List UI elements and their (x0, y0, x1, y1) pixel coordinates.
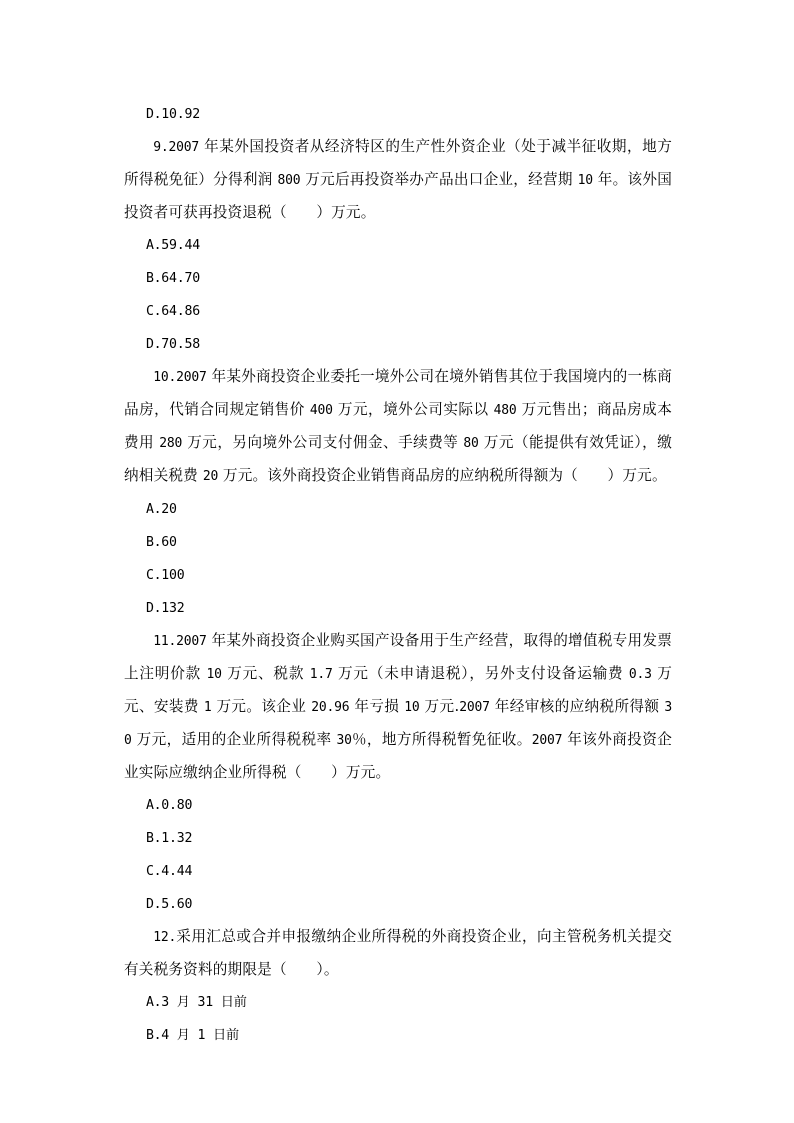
document-body (124, 98, 672, 1052)
option-label: D. (146, 897, 162, 912)
option-c-q11[interactable] (124, 855, 672, 888)
option-value: 70.58 (161, 337, 200, 352)
option-value: 1.32 (161, 831, 193, 846)
option-a-q12[interactable] (124, 986, 672, 1019)
option-label: A. (146, 502, 162, 517)
question-12: 12.采用汇总或合并申报缴纳企业所得税的外商投资企业，向主管税务机关提交有关税务资料的期限是（ ）。 (124, 928, 672, 978)
option-c-q9[interactable] (124, 295, 672, 328)
option-value: 100 (161, 568, 185, 583)
option-a-q9[interactable] (124, 229, 672, 262)
option-b-q11[interactable] (124, 822, 672, 855)
option-label: B. (146, 1028, 162, 1043)
option-label: B. (146, 831, 162, 846)
option-c-q10[interactable] (124, 559, 672, 592)
option-value: 60 (161, 535, 177, 550)
option-label: D. (146, 601, 162, 616)
option-a-q11[interactable] (124, 789, 672, 822)
option-value: 64.70 (161, 271, 200, 286)
option-label: A. (146, 238, 162, 253)
option-label: B. (146, 535, 162, 550)
option-label: D. (146, 337, 162, 352)
option-b-q10[interactable] (124, 526, 672, 559)
question-10: 10.2007 年某外商投资企业委托一境外公司在境外销售其位于我国境内的一栋商品房，代销合同规定销售价 400 万元，境外公司实际以 480 万元售出；商品房成本费用 280 万元，另向境外公司支付佣金、手续费等 80 万元（能提供有效凭证），缴纳相关税费 20 万元。该外商投资企业销售商品房的应纳税所得额为（ ）万元。 (124, 368, 673, 484)
option-value: 59.44 (161, 238, 200, 253)
option-d-q10[interactable] (124, 592, 672, 625)
option-d-q11[interactable] (124, 888, 672, 921)
option-label: C. (146, 304, 162, 319)
option-label: B. (146, 271, 162, 286)
option-d-q9[interactable] (124, 328, 672, 361)
option-value: 5.60 (161, 897, 193, 912)
option-b-q9[interactable] (124, 262, 672, 295)
option-label: C. (146, 864, 162, 879)
option-value: 64.86 (161, 304, 200, 319)
option-label: C. (146, 568, 162, 583)
question-11: 11.2007 年某外商投资企业购买国产设备用于生产经营，取得的增值税专用发票上注明价款 10 万元、税款 1.7 万元（未申请退税），另外支付设备运输费 0.3 万元、安装费 1 万元。该企业 20.96 年亏损 10 万元.2007 年经审核的应纳税所得额 30 万元，适用的企业所得税税率 30％，地方所得税暂免征收。2007 年该外商投资企业实际应缴纳企业所得税（ ）万元。 (124, 632, 673, 781)
option-value: 0.80 (161, 798, 193, 813)
option-b-q12[interactable] (124, 1019, 672, 1052)
option-value: 132 (161, 601, 185, 616)
option-value: 20 (161, 502, 177, 517)
option-label: A. (146, 995, 162, 1010)
option-value: 3 月 31 日前 (161, 995, 247, 1010)
question-9: 9.2007 年某外国投资者从经济特区的生产性外资企业（处于减半征收期，地方所得税免征）分得利润 800 万元后再投资举办产品出口企业，经营期 10 年。该外国投资者可获再投资退税（ ）万元。 (124, 138, 673, 221)
option-value: 10.92 (161, 107, 200, 122)
option-value: 4.44 (161, 864, 193, 879)
option-label: A. (146, 798, 162, 813)
option-value: 4 月 1 日前 (161, 1028, 239, 1043)
option-d-q8[interactable] (124, 98, 672, 131)
option-label: D. (146, 107, 162, 122)
option-a-q10[interactable] (124, 493, 672, 526)
